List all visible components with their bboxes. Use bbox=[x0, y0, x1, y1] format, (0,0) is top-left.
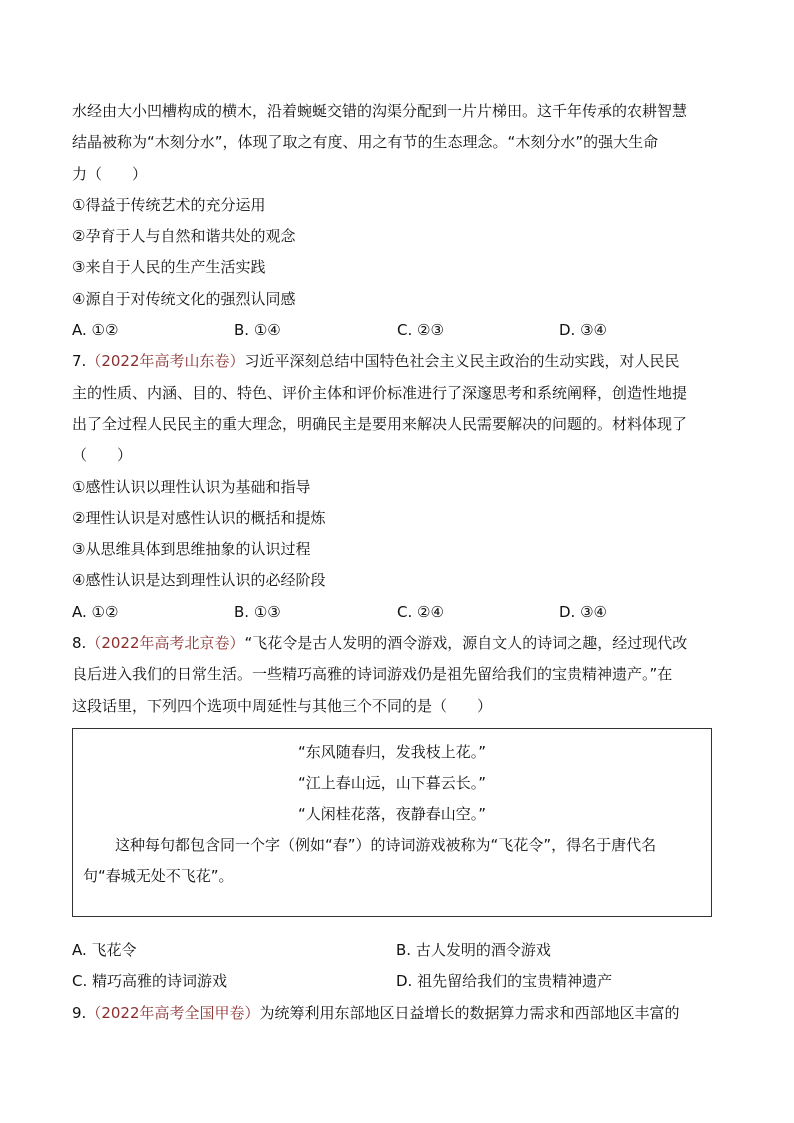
q7-line-1 bbox=[72, 346, 728, 377]
q7-item: ②理性认识是对感性认识的概括和提炼 bbox=[72, 508, 326, 527]
poem-line: “东风随春归，发我枝上花。” bbox=[297, 742, 487, 761]
q6-option-d: D. ③④ bbox=[559, 321, 607, 340]
question-9 bbox=[72, 998, 728, 1029]
q8-option-d: D. 祖先留给我们的宝贵精神遗产 bbox=[396, 972, 613, 991]
q8-option-b: B. 古人发明的酒令游戏 bbox=[396, 940, 551, 959]
q8-material-box bbox=[72, 728, 712, 917]
question-6 bbox=[72, 96, 728, 346]
q6-option-a: A. ①② bbox=[72, 321, 119, 340]
q6-line: 力（ ） bbox=[72, 164, 148, 183]
q8-option-a: A. 飞花令 bbox=[72, 940, 137, 959]
q8-number: 8. bbox=[72, 634, 87, 653]
q6-line: 水经由大小凹槽构成的横木，沿着蜿蜒交错的沟渠分配到一片片梯田。这千年传承的农耕智慧 bbox=[72, 102, 688, 120]
q8-text: “飞花令是古人发明的酒令游戏，源自文人的诗词之趣，经过现代改 bbox=[244, 634, 688, 653]
q6-item: ④源自于对传统文化的强烈认同感 bbox=[72, 289, 296, 308]
q7-option-c: C. ②④ bbox=[397, 602, 444, 621]
q8-line: 这段话里，下列四个选项中周延性与其他三个不同的是（ ） bbox=[72, 696, 493, 715]
poem-line: “人闲桂花落，夜静春山空。” bbox=[297, 804, 487, 823]
q7-options bbox=[72, 597, 728, 628]
q6-option-c: C. ②③ bbox=[397, 321, 444, 340]
q7-line: 主的性质、内涵、目的、特色、评价主体和评价标准进行了深邃思考和系统阐释，创造性地提 bbox=[72, 383, 688, 402]
q8-options-row-2 bbox=[72, 966, 728, 997]
question-8 bbox=[72, 628, 728, 997]
q7-option-b: B. ①③ bbox=[234, 602, 281, 621]
q7-text: 习近平深刻总结中国特色社会主义民主政治的生动实践，对人民民 bbox=[244, 352, 680, 371]
q6-item: ①得益于传统艺术的充分运用 bbox=[72, 195, 266, 214]
q8-options-row-1 bbox=[72, 935, 728, 966]
page-content bbox=[72, 96, 728, 1029]
q8-source: （2022年高考北京卷） bbox=[86, 634, 245, 653]
q8-line: 良后进入我们的日常生活。一些精巧高雅的诗词游戏仍是祖先留给我们的宝贵精神遗产。”在 bbox=[72, 665, 673, 684]
q6-options bbox=[72, 315, 728, 346]
q7-source: （2022年高考山东卷） bbox=[86, 352, 245, 371]
q6-option-b: B. ①④ bbox=[234, 321, 281, 340]
q7-item: ④感性认识是达到理性认识的必经阶段 bbox=[72, 571, 326, 590]
q7-item: ①感性认识以理性认识为基础和指导 bbox=[72, 477, 311, 496]
q6-item: ③来自于人民的生产生活实践 bbox=[72, 258, 266, 277]
q6-item: ②孕育于人与自然和谐共处的观念 bbox=[72, 227, 296, 246]
q7-option-a: A. ①② bbox=[72, 602, 119, 621]
box-note: 这种每句都包含同一个字（例如“春”）的诗词游戏被称为“飞花令”，得名于唐代名 bbox=[115, 835, 657, 854]
q9-text: 为统筹利用东部地区日益增长的数据算力需求和西部地区丰富的 bbox=[259, 1003, 680, 1022]
q9-number: 9. bbox=[72, 1003, 87, 1022]
q6-line: 结晶被称为“木刻分水”，体现了取之有度、用之有节的生态理念。“木刻分水”的强大生命 bbox=[72, 133, 659, 152]
q7-line: 出了全过程人民民主的重大理念，明确民主是要用来解决人民需要解决的问题的。材料体现了 bbox=[72, 414, 688, 433]
q8-line-1 bbox=[72, 628, 728, 659]
q8-option-c: C. 精巧高雅的诗词游戏 bbox=[72, 972, 228, 991]
box-note: 句“春城无处不飞花”。 bbox=[83, 866, 234, 885]
q7-line: （ ） bbox=[72, 446, 133, 465]
poem-line: “江上春山远，山下暮云长。” bbox=[297, 773, 487, 792]
q9-source: （2022年高考全国甲卷） bbox=[86, 1003, 260, 1022]
q7-item: ③从思维具体到思维抽象的认识过程 bbox=[72, 540, 311, 559]
question-7 bbox=[72, 346, 728, 628]
q7-option-d: D. ③④ bbox=[559, 602, 607, 621]
q7-number: 7. bbox=[72, 352, 87, 371]
q9-line-1 bbox=[72, 998, 728, 1029]
